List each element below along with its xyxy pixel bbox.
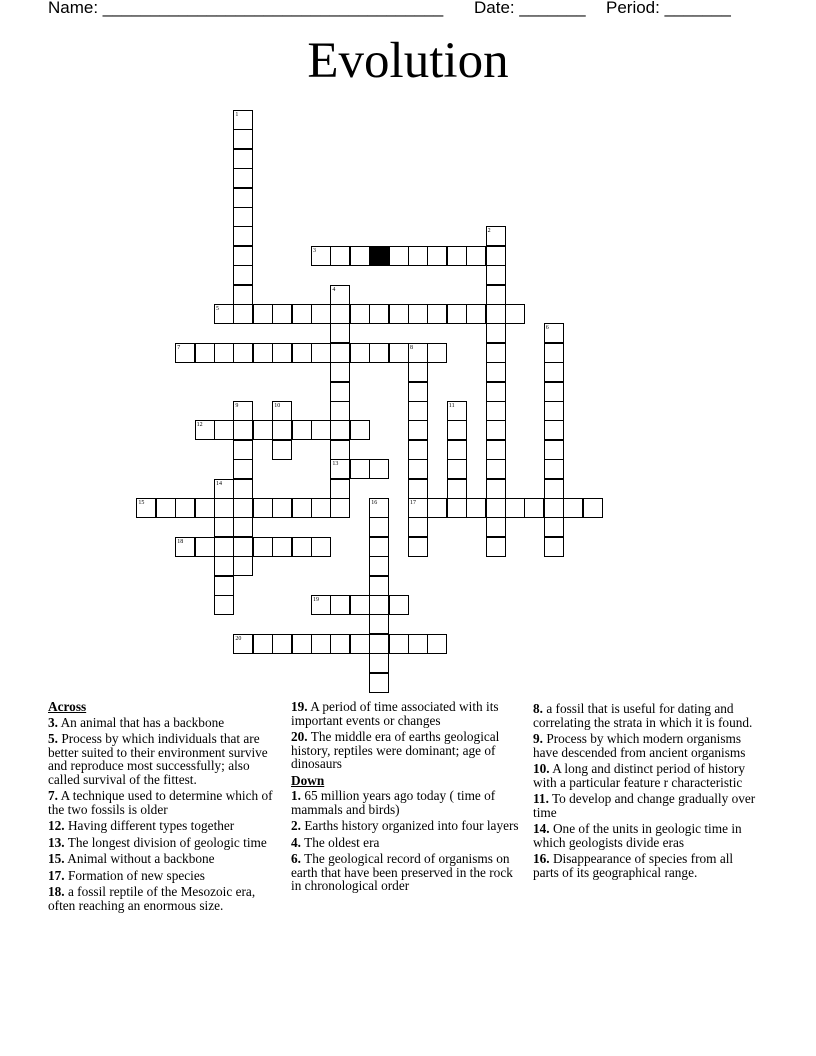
grid-cell[interactable]: [486, 362, 506, 382]
grid-cell[interactable]: [486, 304, 506, 324]
grid-cell[interactable]: [408, 517, 428, 537]
grid-cell[interactable]: [486, 382, 506, 402]
clue-number: 20: [235, 635, 242, 642]
grid-cell[interactable]: [447, 440, 467, 460]
grid-cell[interactable]: [544, 362, 564, 382]
grid-cell[interactable]: [272, 304, 292, 324]
grid-cell[interactable]: [253, 304, 273, 324]
grid-cell[interactable]: [233, 168, 253, 188]
grid-cell[interactable]: [544, 440, 564, 460]
clue-number: 12: [196, 422, 203, 429]
grid-cell[interactable]: [233, 246, 253, 266]
grid-cell[interactable]: [369, 517, 389, 537]
grid-cell[interactable]: [350, 595, 370, 615]
grid-cell[interactable]: [233, 207, 253, 227]
clue-down-8: 8. a fossil that is useful for dating and correlating the strata in which it is found.: [533, 701, 753, 730]
grid-cell[interactable]: [583, 498, 603, 518]
grid-cell[interactable]: [272, 420, 292, 440]
clue-number: 13: [332, 461, 339, 468]
grid-cell[interactable]: [330, 246, 350, 266]
grid-cell[interactable]: [486, 323, 506, 343]
grid-cell[interactable]: [408, 362, 428, 382]
grid-cell[interactable]: [214, 343, 234, 363]
grid-cell[interactable]: [233, 556, 253, 576]
grid-cell[interactable]: [233, 129, 253, 149]
worksheet-header: [0, 0, 816, 20]
grid-cell[interactable]: [350, 246, 370, 266]
grid-cell[interactable]: [330, 634, 350, 654]
grid-cell[interactable]: [195, 343, 215, 363]
grid-cell[interactable]: [175, 498, 195, 518]
grid-cell[interactable]: [408, 479, 428, 499]
grid-cell[interactable]: [330, 595, 350, 615]
grid-cell[interactable]: [486, 265, 506, 285]
grid-cell[interactable]: [427, 246, 447, 266]
grid-cell[interactable]: [233, 343, 253, 363]
clue-number: 15: [138, 500, 145, 506]
grid-cell[interactable]: [233, 149, 253, 169]
grid-cell[interactable]: [292, 304, 312, 324]
grid-cell[interactable]: [311, 343, 331, 363]
clue-number: 17: [410, 500, 416, 506]
grid-cell[interactable]: [505, 498, 525, 518]
clue-number: 19: [313, 597, 319, 603]
grid-cell[interactable]: [389, 246, 409, 266]
grid-cell[interactable]: [330, 304, 350, 324]
grid-cell[interactable]: [427, 634, 447, 654]
grid-cell[interactable]: [544, 382, 564, 402]
grid-cell[interactable]: [544, 498, 564, 518]
grid-cell[interactable]: [272, 440, 292, 460]
clues-column-2: [291, 700, 523, 896]
grid-cell[interactable]: [272, 343, 292, 363]
clues-column-3: [533, 702, 761, 882]
grid-cell[interactable]: [311, 537, 331, 557]
grid-cell[interactable]: [486, 517, 506, 537]
grid-cell[interactable]: [369, 634, 389, 654]
grid-cell[interactable]: [253, 634, 273, 654]
grid-cell[interactable]: [544, 401, 564, 421]
grid-cell[interactable]: [233, 226, 253, 246]
grid-cell[interactable]: [544, 479, 564, 499]
grid-cell[interactable]: [389, 304, 409, 324]
clue-down-9: 9. Process by which modern organisms have descended from ancient organisms: [533, 731, 746, 760]
grid-cell[interactable]: [292, 420, 312, 440]
grid-cell[interactable]: [447, 304, 467, 324]
grid-cell[interactable]: [330, 362, 350, 382]
grid-cell[interactable]: [447, 246, 467, 266]
grid-cell[interactable]: [214, 595, 234, 615]
clue-number: 10: [274, 403, 281, 409]
grid-cell[interactable]: [330, 382, 350, 402]
clue-number: 1: [235, 112, 239, 118]
grid-cell[interactable]: [156, 498, 176, 518]
grid-cell[interactable]: [233, 188, 253, 208]
grid-cell[interactable]: [544, 420, 564, 440]
grid-cell[interactable]: [369, 343, 389, 363]
grid-cell[interactable]: [330, 479, 350, 499]
grid-cell[interactable]: [350, 420, 370, 440]
grid-cell[interactable]: [486, 479, 506, 499]
grid-cell[interactable]: [486, 459, 506, 479]
grid-cell[interactable]: [369, 673, 389, 693]
grid-cell[interactable]: [389, 634, 409, 654]
grid-cell[interactable]: [214, 498, 234, 518]
grid-cell[interactable]: [330, 440, 350, 460]
grid-cell[interactable]: [408, 420, 428, 440]
name-field-label: Name: ____________________________________: [48, 0, 444, 17]
grid-cell[interactable]: [408, 634, 428, 654]
grid-cell[interactable]: [408, 304, 428, 324]
grid-cell[interactable]: [447, 498, 467, 518]
grid-cell[interactable]: [253, 420, 273, 440]
grid-cell[interactable]: [233, 459, 253, 479]
clue-number: 18: [177, 538, 184, 545]
grid-cell[interactable]: [292, 498, 312, 518]
down-heading: Down: [291, 772, 325, 788]
grid-cell[interactable]: [427, 498, 447, 518]
date-field-label: Date: _______: [474, 0, 586, 17]
grid-cell[interactable]: [447, 479, 467, 499]
grid-cell[interactable]: [311, 634, 331, 654]
clue-down-14: 14. One of the units in geologic time in which geologists divide eras: [533, 821, 742, 850]
grid-cell[interactable]: [253, 537, 273, 557]
grid-cell[interactable]: [408, 440, 428, 460]
grid-cell[interactable]: [524, 498, 544, 518]
grid-cell[interactable]: [486, 420, 506, 440]
grid-cell[interactable]: [369, 459, 389, 479]
grid-cell[interactable]: [369, 556, 389, 576]
grid-cell[interactable]: [330, 401, 350, 421]
clue-number: 4: [332, 286, 336, 293]
grid-cell[interactable]: [486, 401, 506, 421]
grid-cell[interactable]: [427, 304, 447, 324]
grid-cell[interactable]: [350, 459, 370, 479]
clue-across-18: 18. a fossil reptile of the Mesozoic era, often reaching an enormous size.: [48, 884, 256, 913]
grid-cell[interactable]: [486, 343, 506, 363]
grid-cell[interactable]: [311, 304, 331, 324]
grid-cell[interactable]: [369, 304, 389, 324]
grid-cell[interactable]: [544, 537, 564, 557]
clue-down-2: 2. Earths history organized into four layers: [291, 818, 519, 833]
grid-cell[interactable]: [214, 420, 234, 440]
grid-cell[interactable]: [408, 401, 428, 421]
grid-cell[interactable]: [466, 246, 486, 266]
grid-cell[interactable]: [253, 343, 273, 363]
clue-down-11: 11. To develop and change gradually over time: [533, 791, 756, 820]
clue-down-16: 16. Disappearance of species from all parts of its geographical range.: [533, 851, 734, 880]
grid-cell[interactable]: [369, 576, 389, 596]
grid-cell[interactable]: [369, 537, 389, 557]
grid-cell[interactable]: [350, 304, 370, 324]
grid-cell[interactable]: [350, 634, 370, 654]
clue-across-20: 20. The middle era of earths geological history, reptiles were dominant; age of dinosaurs: [291, 729, 500, 771]
grid-cell[interactable]: [544, 459, 564, 479]
grid-cell[interactable]: [389, 343, 409, 363]
grid-cell[interactable]: [369, 595, 389, 615]
grid-cell[interactable]: [253, 498, 273, 518]
grid-cell[interactable]: [272, 634, 292, 654]
clue-across-13: 13. The longest division of geologic time: [48, 834, 267, 850]
grid-cell[interactable]: [195, 537, 215, 557]
grid-cell[interactable]: [544, 517, 564, 537]
clue-number: 6: [545, 325, 549, 332]
grid-cell[interactable]: [272, 537, 292, 557]
grid-cell[interactable]: [272, 498, 292, 518]
page-title: Evolution: [307, 33, 509, 89]
grid-cell[interactable]: [195, 498, 215, 518]
grid-cell[interactable]: [369, 614, 389, 634]
clue-across-5: 5. Process by which individuals that are better suited to their environment survive and reproduce most successfully; also called survival of the fittest.: [48, 731, 268, 787]
clue-down-1: 1. 65 million years ago today ( time of mammals and birds): [291, 788, 496, 817]
grid-cell[interactable]: [486, 440, 506, 460]
grid-cell[interactable]: [447, 420, 467, 440]
grid-cell[interactable]: [214, 556, 234, 576]
clue-down-10: 10. A long and distinct period of history with a particular feature r characteristic: [533, 761, 746, 790]
grid-cell[interactable]: [486, 537, 506, 557]
clue-across-7: 7. A technique used to determine which of the two fossils is older: [48, 788, 273, 817]
black-cell: [369, 246, 389, 266]
grid-cell[interactable]: [563, 498, 583, 518]
grid-cell[interactable]: [486, 246, 506, 266]
grid-cell[interactable]: [233, 304, 253, 324]
clue-across-12: 12. Having different types together: [48, 818, 235, 833]
grid-cell[interactable]: [311, 498, 331, 518]
clue-number: 14: [216, 480, 222, 487]
clue-across-15: 15. Animal without a backbone: [48, 851, 215, 866]
grid-cell[interactable]: [214, 537, 234, 557]
grid-cell[interactable]: [233, 420, 253, 440]
grid-cell[interactable]: [466, 304, 486, 324]
grid-cell[interactable]: [330, 420, 350, 440]
grid-cell[interactable]: [233, 285, 253, 305]
grid-cell[interactable]: [292, 634, 312, 654]
grid-cell[interactable]: [214, 517, 234, 537]
clue-number: 2: [487, 228, 491, 235]
grid-cell[interactable]: [447, 459, 467, 479]
clue-number: 11: [448, 403, 455, 409]
grid-cell[interactable]: [233, 537, 253, 557]
clue-number: 8: [410, 344, 413, 351]
grid-cell[interactable]: [233, 517, 253, 537]
grid-cell[interactable]: [408, 246, 428, 266]
grid-cell[interactable]: [233, 479, 253, 499]
grid-cell[interactable]: [330, 343, 350, 363]
grid-cell[interactable]: [486, 498, 506, 518]
clue-across-19: 19. A period of time associated with its important events or changes: [291, 699, 499, 728]
grid-cell[interactable]: [330, 323, 350, 343]
clue-number: 7: [177, 344, 181, 351]
grid-cell[interactable]: [505, 304, 525, 324]
grid-cell[interactable]: [292, 537, 312, 557]
grid-cell[interactable]: [233, 440, 253, 460]
grid-cell[interactable]: [330, 498, 350, 518]
grid-cell[interactable]: [214, 576, 234, 596]
clue-number: 16: [371, 500, 378, 506]
clue-across-17: 17. Formation of new species: [48, 867, 205, 883]
grid-cell[interactable]: [466, 498, 486, 518]
grid-cell[interactable]: [292, 343, 312, 363]
across-heading: Across: [48, 699, 87, 714]
clue-down-6: 6. The geological record of organisms on earth that have been preserved in the rock in chronological order: [291, 851, 513, 893]
grid-cell[interactable]: [544, 343, 564, 363]
grid-cell[interactable]: [233, 265, 253, 285]
clues-column-1: [48, 700, 280, 915]
clue-number: 5: [216, 306, 219, 312]
grid-cell[interactable]: [350, 343, 370, 363]
period-field-label: Period: _______: [606, 0, 731, 17]
grid-cell[interactable]: [408, 537, 428, 557]
clue-down-4: 4. The oldest era: [291, 834, 380, 850]
grid-cell[interactable]: [311, 420, 331, 440]
grid-cell[interactable]: [369, 653, 389, 673]
clue-number: 3: [313, 247, 316, 254]
grid-cell[interactable]: [408, 459, 428, 479]
grid-cell[interactable]: [233, 498, 253, 518]
grid-cell[interactable]: [427, 343, 447, 363]
grid-cell[interactable]: [486, 285, 506, 305]
clue-across-3: 3. An animal that has a backbone: [48, 714, 225, 730]
grid-cell[interactable]: [408, 382, 428, 402]
grid-cell[interactable]: [389, 595, 409, 615]
clue-number: 9: [235, 403, 239, 409]
